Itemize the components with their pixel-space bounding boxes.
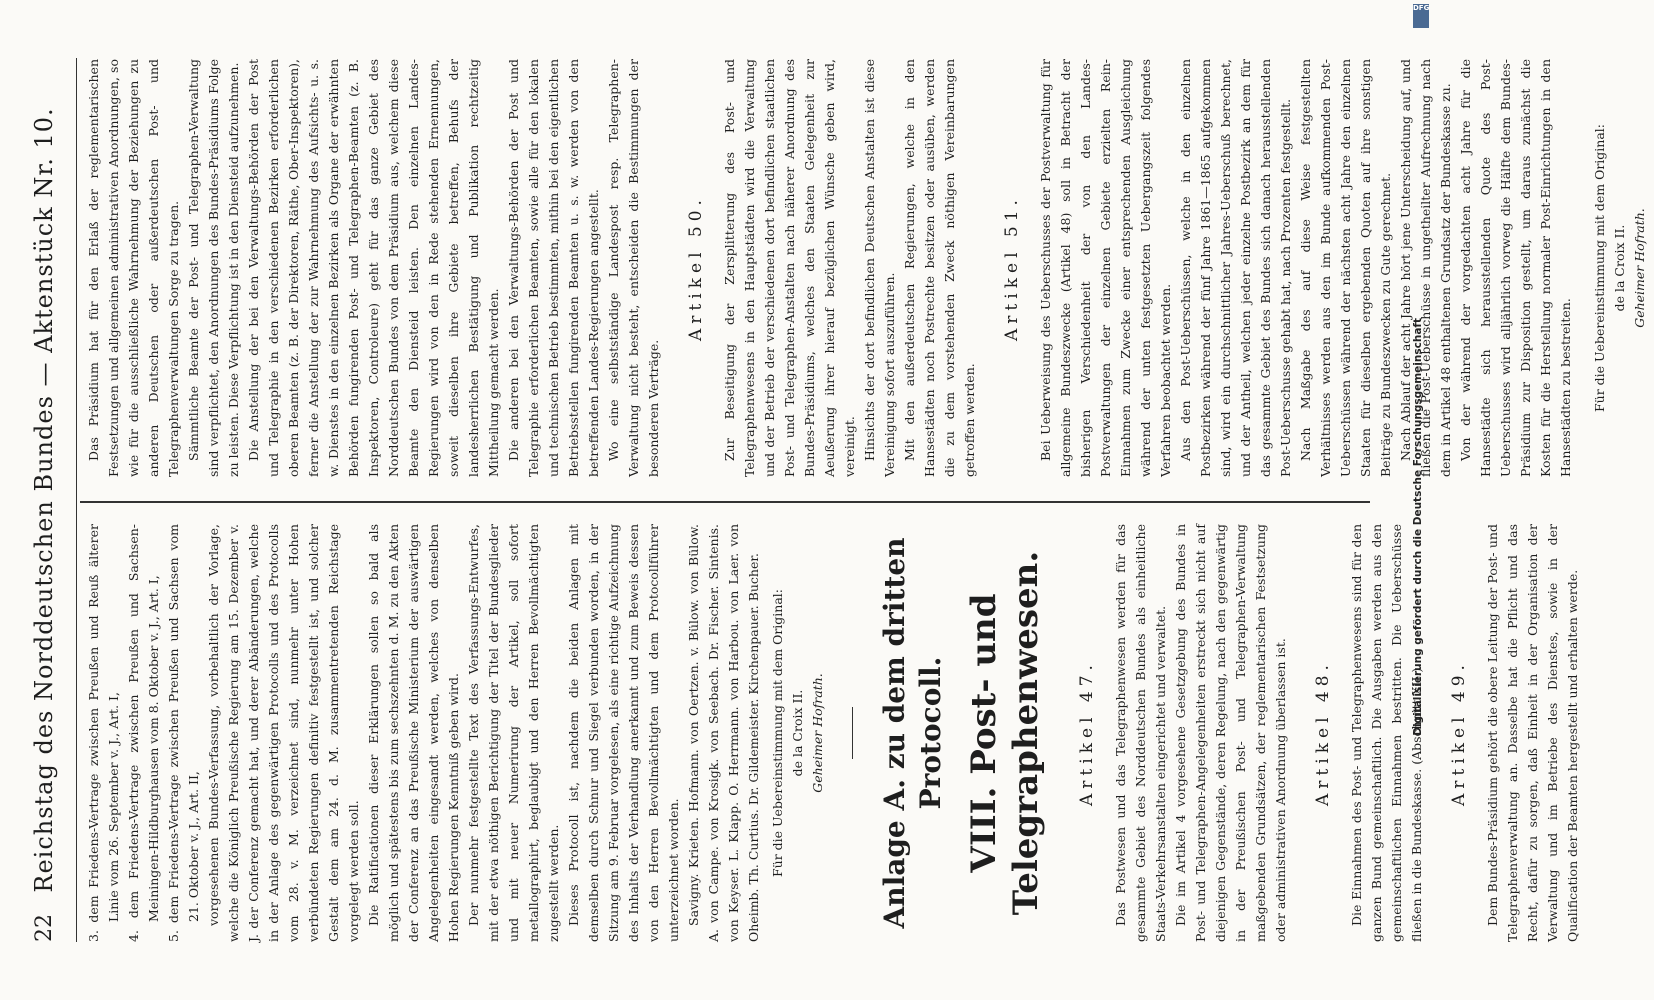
paragraph: Die Einnahmen des Post- und Telegraphenwesens sind für den ganzen Bund gemeinschaftlich. Die Ausgaben werden aus den gemeinschaftlichen Einnahmen bestritten. Die Ueberschüsse fließen in die Bundeskasse. (Abschnitt XII.) (1349, 524, 1424, 942)
paragraph: Bei Ueberweisung des Ueberschusses der Postverwaltung für allgemeine Bundeszwecke (Artikel 48) soll in Betracht der bisherigen Verschiedenheit der von den Landes-Postverwaltungen der einzelnen Gebiete erzielten Rein-Einnahmen zum Zwecke einer entsprechenden Ausgleichung während der unten festgesetzten Uebergangszeit folgendes Verfahren beobachtet werden. (1038, 59, 1173, 477)
paragraph: Hinsichts der dort befindlichen Deutschen Anstalten ist diese Vereinigung sofort auszuführen. (862, 59, 897, 477)
paragraph: Mit den außerdeutschen Regierungen, welche in den Hansestädten noch Postrechte besitzen oder ausüben, werden die zu dem vorstehenden Zweck nöthigen Vereinbarungen getroffen werden. (902, 59, 977, 477)
paragraph: Nach Maßgabe des auf diese Weise festgestellten Verhältnisses werden aus den im Bunde aufkommenden Post-Ueberschüssen während der nächsten acht Jahre den einzelnen Staaten für dieselben ergebenden Quoten auf ihre sonstigen Beiträge zu Bundeszwecken zu Gute gerechnet. (1298, 59, 1393, 477)
certification-block (768, 524, 828, 942)
paragraph: Dem Bundes-Präsidium gehört die obere Leitung der Post- und Telegraphenverwaltung an. Dasselbe hat die Pflicht und das Recht, dafür zu sorgen, daß Einheit in der Organisation der Verwaltung und im Betriebe des Dienstes, sowie in der Qualification der Beamten hergestellt und erhalten werde. (1485, 524, 1580, 942)
paragraph: Von der während der vorgedachten acht Jahre für die Hansestädte sich herausstellenden Quote des Post-Ueberschusses wird alljährlich vorweg die Hälfte dem Bundes-Präsidium zur Disposition gestellt, um daraus zunächst die Kosten für die Herstellung normaler Post-Einrichtungen in den Hansestädten zu bestreiten. (1458, 59, 1573, 477)
dfg-logo-icon: DFG (1413, 4, 1429, 28)
paragraph: Sämmtliche Beamte der Post- und Telegraphen-Verwaltung sind verpflichtet, den Anordnungen des Bundes-Präsidiums Folge zu leisten. Diese Verpflichtung ist in den Diensteid aufzunehmen. (186, 59, 241, 477)
paragraph: Die Ratificationen dieser Erklärungen sollen so bald als möglich und spätestens bis zum sechszehnten d. M. zu den Akten der Conferenz an das Preußische Ministerium der auswärtigen Angelegenheiten eingesandt werden, welches von denselben Hohen Regierungen Kenntniß geben wird. (366, 524, 461, 942)
left-column (84, 524, 1583, 942)
signatories: Savigny. Krieten. Hofmann. von Oertzen. v. Bülow. von Bülow. A. von Campe. von Krosigk. von Seebach. Dr. Fischer. Sintenis. von Keyser. L. Klapp. O. Herrmann. von Harbou. von Laer. von Oheimb. Th. Curtius. Dr. Gildemeister. Kirchenpauer. Bucher. (686, 524, 761, 942)
paragraph: Nach Ablauf der acht Jahre hört jene Unterscheidung auf, und fließen die Post-Ueberschüsse in ungetheilter Aufrechnung nach dem in Artikel 48 enthaltenen Grundsatz der Bundeskasse zu. (1398, 59, 1453, 477)
paragraph: Die im Artikel 4 vorgesehene Gesetzgebung des Bundes in Post- und Telegraphen-Angelegenheiten erstreckt sich nicht auf diejenigen Gegenstände, deren Regelung, nach den gegenwärtig in der Preußischen Post- und Telegraphen-Verwaltung maßgebenden Grundsätzen, der reglementarischen Festsetzung oder administrativen Anordnung überlassen ist. (1173, 524, 1288, 942)
certifier-title: Geheimer Hofrath. (810, 673, 825, 793)
certification-line: Für die Uebereinstimmung mit dem Original: (1592, 123, 1607, 413)
annex-title: Anlage A. zu dem dritten Protocoll. (878, 537, 947, 929)
article-heading: Artikel 51. (1002, 195, 1022, 341)
certification-line: Für die Uebereinstimmung mit dem Original: (770, 588, 785, 878)
section-title: VIII. Post- und Telegraphenwesen. (964, 550, 1046, 916)
certifier-name: de la Croix II. (1612, 224, 1627, 312)
certifier-name: de la Croix II. (790, 689, 805, 777)
paragraph: Aus den Post-Ueberschüssen, welche in den einzelnen Postbezirken während der fünf Jahre 1861—1865 aufgekommen sind, wird ein durchschnittlicher Jahres-Ueberschuß berechnet, und der Antheil, welchen jeder einzelne Postbezirk an dem für das gesammte Gebiet des Bundes sich danach herausstellenden Post-Ueberschusse gehabt hat, nach Prozenten festgestellt. (1178, 59, 1293, 477)
page-number: 22 (32, 914, 57, 942)
separator-line (852, 707, 853, 759)
paragraph: Das Präsidium hat für den Erlaß der reglementarischen Festsetzungen und allgemeinen administrativen Anordnungen, so wie für die ausschließliche Wahrnehmung der Beziehungen zu anderen Deutschen oder außerdeutschen Post- und Telegraphenverwaltungen Sorge zu tragen. (86, 59, 181, 477)
list-item: 3. dem Friedens-Vertrage zwischen Preußen und Reuß älterer Linie vom 26. September v. J., Art. I, (86, 524, 121, 942)
list-item: 5. dem Friedens-Vertrage zwischen Preußen und Sachsen vom 21. Oktober v. J., Art. II, (166, 524, 201, 942)
digitization-credit (1410, 10, 1430, 990)
paragraph: Zur Beseitigung der Zersplitterung des Post- und Telegraphenwesens in den Hauptstädten wird die Verwaltung und der Betrieb der verschiedenen dort befindlichen staatlichen Post- und Telegraphen-Anstalten nach näherer Anordnung des Bundes-Präsidiums, welches den Staaten Gelegenheit zur Aeußerung ihrer hierauf bezüglichen Wünsche geben wird, vereinigt. (722, 59, 857, 477)
paragraph: Wo eine selbstständige Landespost resp. Telegraphen-Verwaltung nicht besteht, entscheiden die Bestimmungen der besonderen Verträge. (606, 59, 661, 477)
list-item: 4. dem Friedens-Vertrage zwischen Preußen und Sachsen-Meiningen-Hildburghausen vom 8. Oktober v. J., Art. I, (126, 524, 161, 942)
paragraph: vorgesehenen Bundes-Verfassung, vorbehaltlich der Vorlage, welche die Königlich Preußische Regierung am 15. Dezember v. J. der Conferenz gemacht hat, und derer Abänderungen, welche in der Anlage des gegenwärtigen Protocolls und des Protocolls vom 28. v. M. verzeichnet sind, nunmehr unter Hohen verbündeten Regierungen definitiv festgestellt ist, und solcher Gestalt dem am 24. d. M. zusammentretenden Reichstage vorgelegt werden soll. (206, 524, 361, 942)
certifier-title: Geheimer Hofrath. (1632, 208, 1647, 328)
column-divider (80, 502, 1370, 504)
article-heading: Artikel 49. (1449, 660, 1469, 806)
funding-notice: Digitalisierung gefördert durch die Deutsche Forschungsgemeinschaft (1412, 318, 1424, 736)
article-heading: Artikel 50. (686, 195, 706, 341)
paragraph: Die Anstellung der bei den Verwaltungs-Behörden der Post und Telegraphie in den verschiedenen Bezirken erforderlichen oberen Beamten (z. B. der Direktoren, Räthe, Ober-Inspektoren), ferner die Anstellung der zur Wahrnehmung des Aufsichts- u. s. w. Dienstes in den einzelnen Bezirken als Organe der erwähnten Behörden fungirenden Post- und Telegraphen-Beamten (z. B. Inspektoren, Controleure) geht für das ganze Gebiet des Norddeutschen Bundes von dem Präsidium aus, welchem diese Beamte den Diensteid leisten. Den einzelnen Landes-Regierungen wird von den in Rede stehenden Ernennungen, soweit dieselben ihre Gebiete betreffen, Behufs der landesherrlichen Bestätigung und Publikation rechtzeitig Mittheilung gemacht werden. (246, 59, 501, 477)
paragraph: Der nunmehr festgestellte Text des Verfassungs-Entwurfes, mit der etwa nöthigen Berichtigung der Titel der Bundesglieder und mit neuer Numerirung der Artikel, soll sofort metallographirt, beglaubigt und den Herren Bevollmächtigten zugestellt werden. (466, 524, 561, 942)
running-title: Reichstag des Norddeutschen Bundes — Aktenstück Nr. 10. (30, 107, 58, 893)
paragraph: Das Postwesen und das Telegraphenwesen werden für das gesammte Gebiet des Norddeutschen Bundes als einheitliche Staats-Verkehrsanstalten eingerichtet und verwaltet. (1113, 524, 1168, 942)
article-heading: Artikel 47. (1077, 660, 1097, 806)
article-heading: Artikel 48. (1313, 660, 1333, 806)
paragraph: Die anderen bei den Verwaltungs-Behörden der Post und Telegraphie erforderlichen Beamten, sowie alle für den lokalen und technischen Betrieb bestimmten, mithin bei den eigentlichen Betriebsstellen fungirenden Beamten u. s. w. werden von den betreffenden Landes-Regierungen angestellt. (506, 59, 601, 477)
page-header (18, 58, 77, 942)
paragraph: Dieses Protocoll ist, nachdem die beiden Anlagen mit demselben durch Schnur und Siegel verbunden worden, in der Sitzung am 9. Februar vorgelesen, als eine richtige Aufzeichnung des Inhalts der Verhandlung anerkannt und zum Beweis dessen von den Herren Bevollmächtigten und dem Protocollführer unterzeichnet worden. (566, 524, 681, 942)
certification-block (1590, 59, 1650, 477)
